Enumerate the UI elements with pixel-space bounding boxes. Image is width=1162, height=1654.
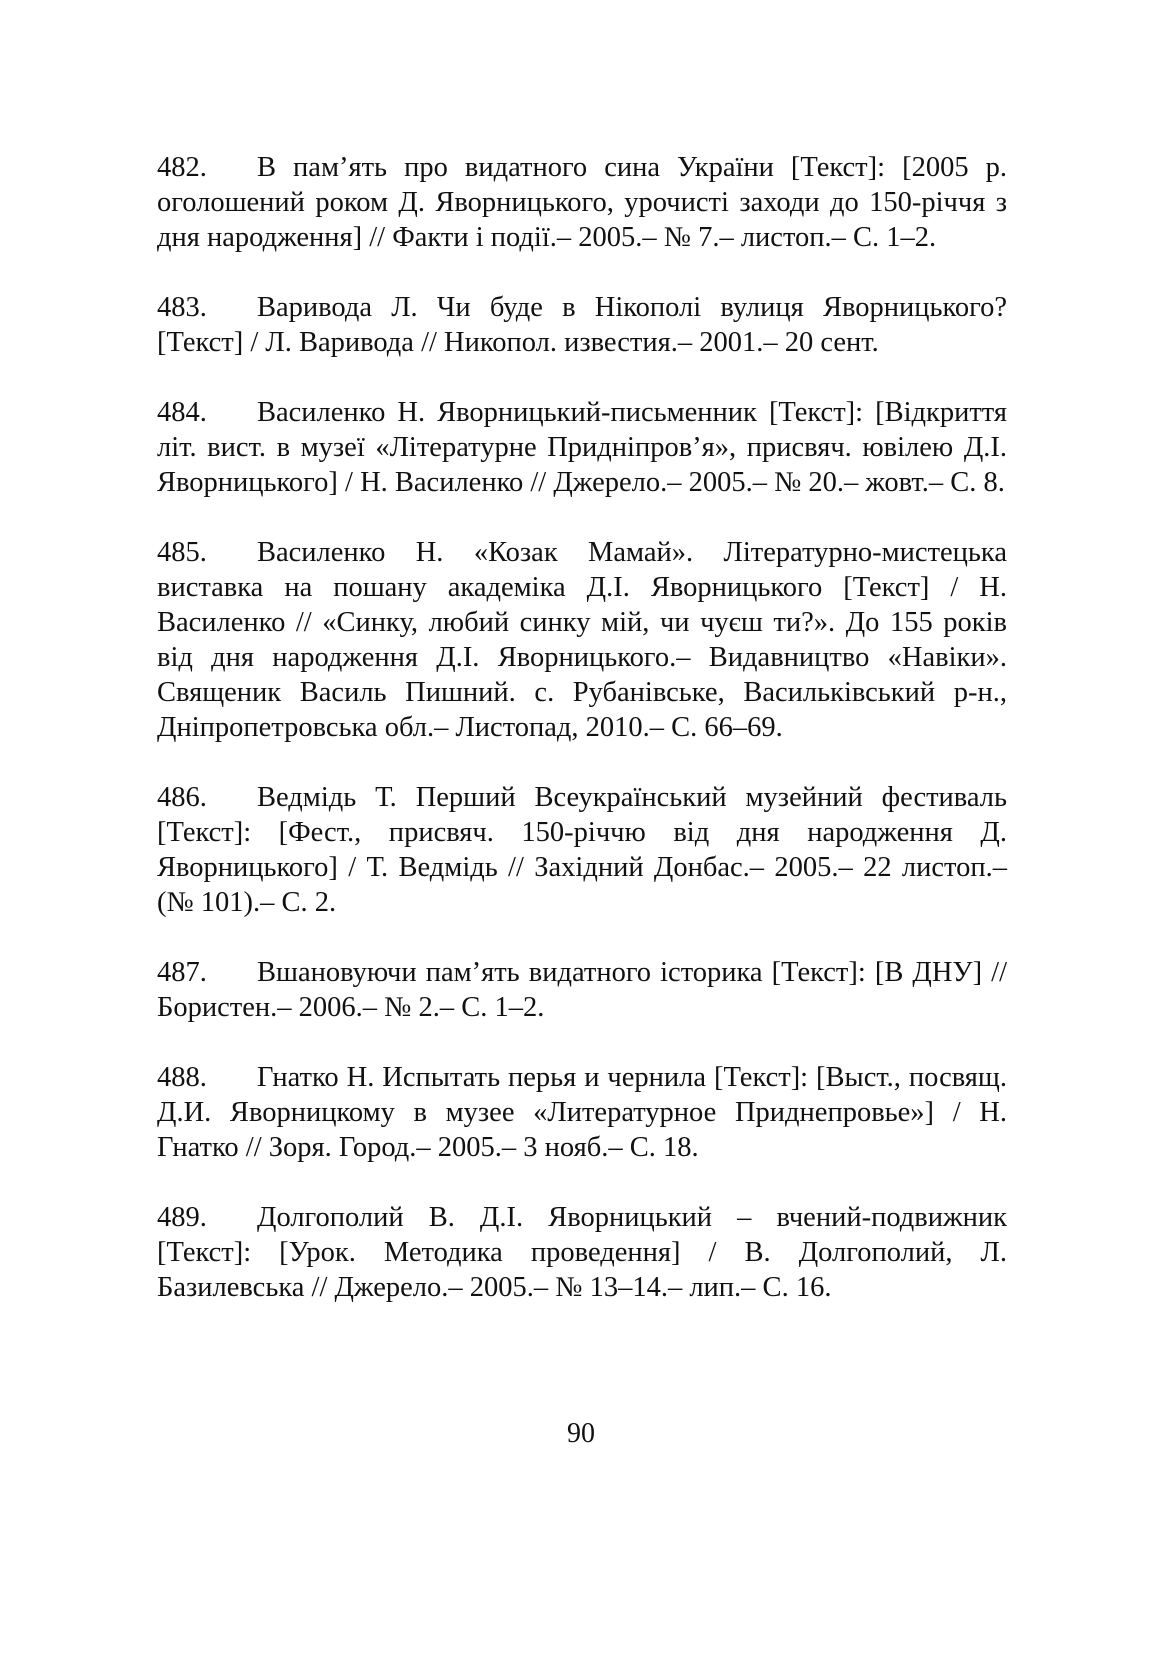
entry-number: 488. (157, 1062, 207, 1093)
entry-text: Долгополий В. Д.І. Яворницький – вчений-подвижник [Текст]: [Урок. Методика проведення] / В. Долгополий, Л. Базилевська // Джерело.– 2005.– № 13–14.– лип.– С. 16. (157, 1202, 1007, 1303)
entry-number: 482. (157, 152, 207, 183)
bibliography-list (157, 150, 1007, 1340)
entry-text: Василенко Н. «Козак Мамай». Літературно-мистецька виставка на пошану академіка Д.І. Яворницького [Текст] / Н. Василенко // «Синку, любий синку мій, чи чуєш ти?». До 155 років від дня народження Д.І. Яворницького.– Видавництво «Навіки». Священик Василь Пишний. с. Рубанівське, Васильківський р-н., Дніпропетровська обл.– Листопад, 2010.– С. 66–69. (157, 537, 1007, 743)
bibliography-entry-489 (157, 1200, 1007, 1305)
entry-text: Василенко Н. Яворницький-письменник [Текст]: [Відкриття літ. вист. в музеї «Літературне Придніпров’я», присвяч. ювілею Д.І. Яворницького] / Н. Василенко // Джерело.– 2005.– № 20.– жовт.– С. 8. (157, 397, 1007, 498)
entry-number: 486. (157, 782, 207, 813)
bibliography-entry-485 (157, 535, 1007, 745)
bibliography-entry-484 (157, 395, 1007, 500)
entry-number: 487. (157, 957, 207, 988)
entry-text: Варивода Л. Чи буде в Нікополі вулиця Яворницького? [Текст] / Л. Варивода // Никопол. известия.– 2001.– 20 сент. (157, 292, 1007, 358)
entry-number: 484. (157, 397, 207, 428)
entry-text: В пам’ять про видатного сина України [Текст]: [2005 р. оголошений роком Д. Яворницького, урочисті заходи до 150-річчя з дня народження] // Факти і події.– 2005.– № 7.– листоп.– С. 1–2. (157, 152, 1007, 253)
entry-text: Вшановуючи пам’ять видатного історика [Текст]: [В ДНУ] // Бористен.– 2006.– № 2.– С. 1–2. (157, 957, 1007, 1023)
entry-number: 489. (157, 1202, 207, 1233)
bibliography-entry-488 (157, 1060, 1007, 1165)
entry-text: Гнатко Н. Испытать перья и чернила [Текст]: [Выст., посвящ. Д.И. Яворницкому в музее «Литературное Приднепровье»] / Н. Гнатко // Зоря. Город.– 2005.– 3 нояб.– С. 18. (157, 1062, 1007, 1163)
entry-number: 483. (157, 292, 207, 323)
bibliography-entry-482 (157, 150, 1007, 255)
entry-number: 485. (157, 537, 207, 568)
bibliography-entry-486 (157, 780, 1007, 920)
page-number: 90 (567, 1418, 595, 1449)
bibliography-entry-483 (157, 290, 1007, 360)
entry-text: Ведмідь Т. Перший Всеукраїнський музейний фестиваль [Текст]: [Фест., присвяч. 150-річчю від дня народження Д. Яворницького] / Т. Ведмідь // Західний Донбас.– 2005.– 22 листоп.– (№ 101).– С. 2. (157, 782, 1007, 918)
bibliography-entry-487 (157, 955, 1007, 1025)
